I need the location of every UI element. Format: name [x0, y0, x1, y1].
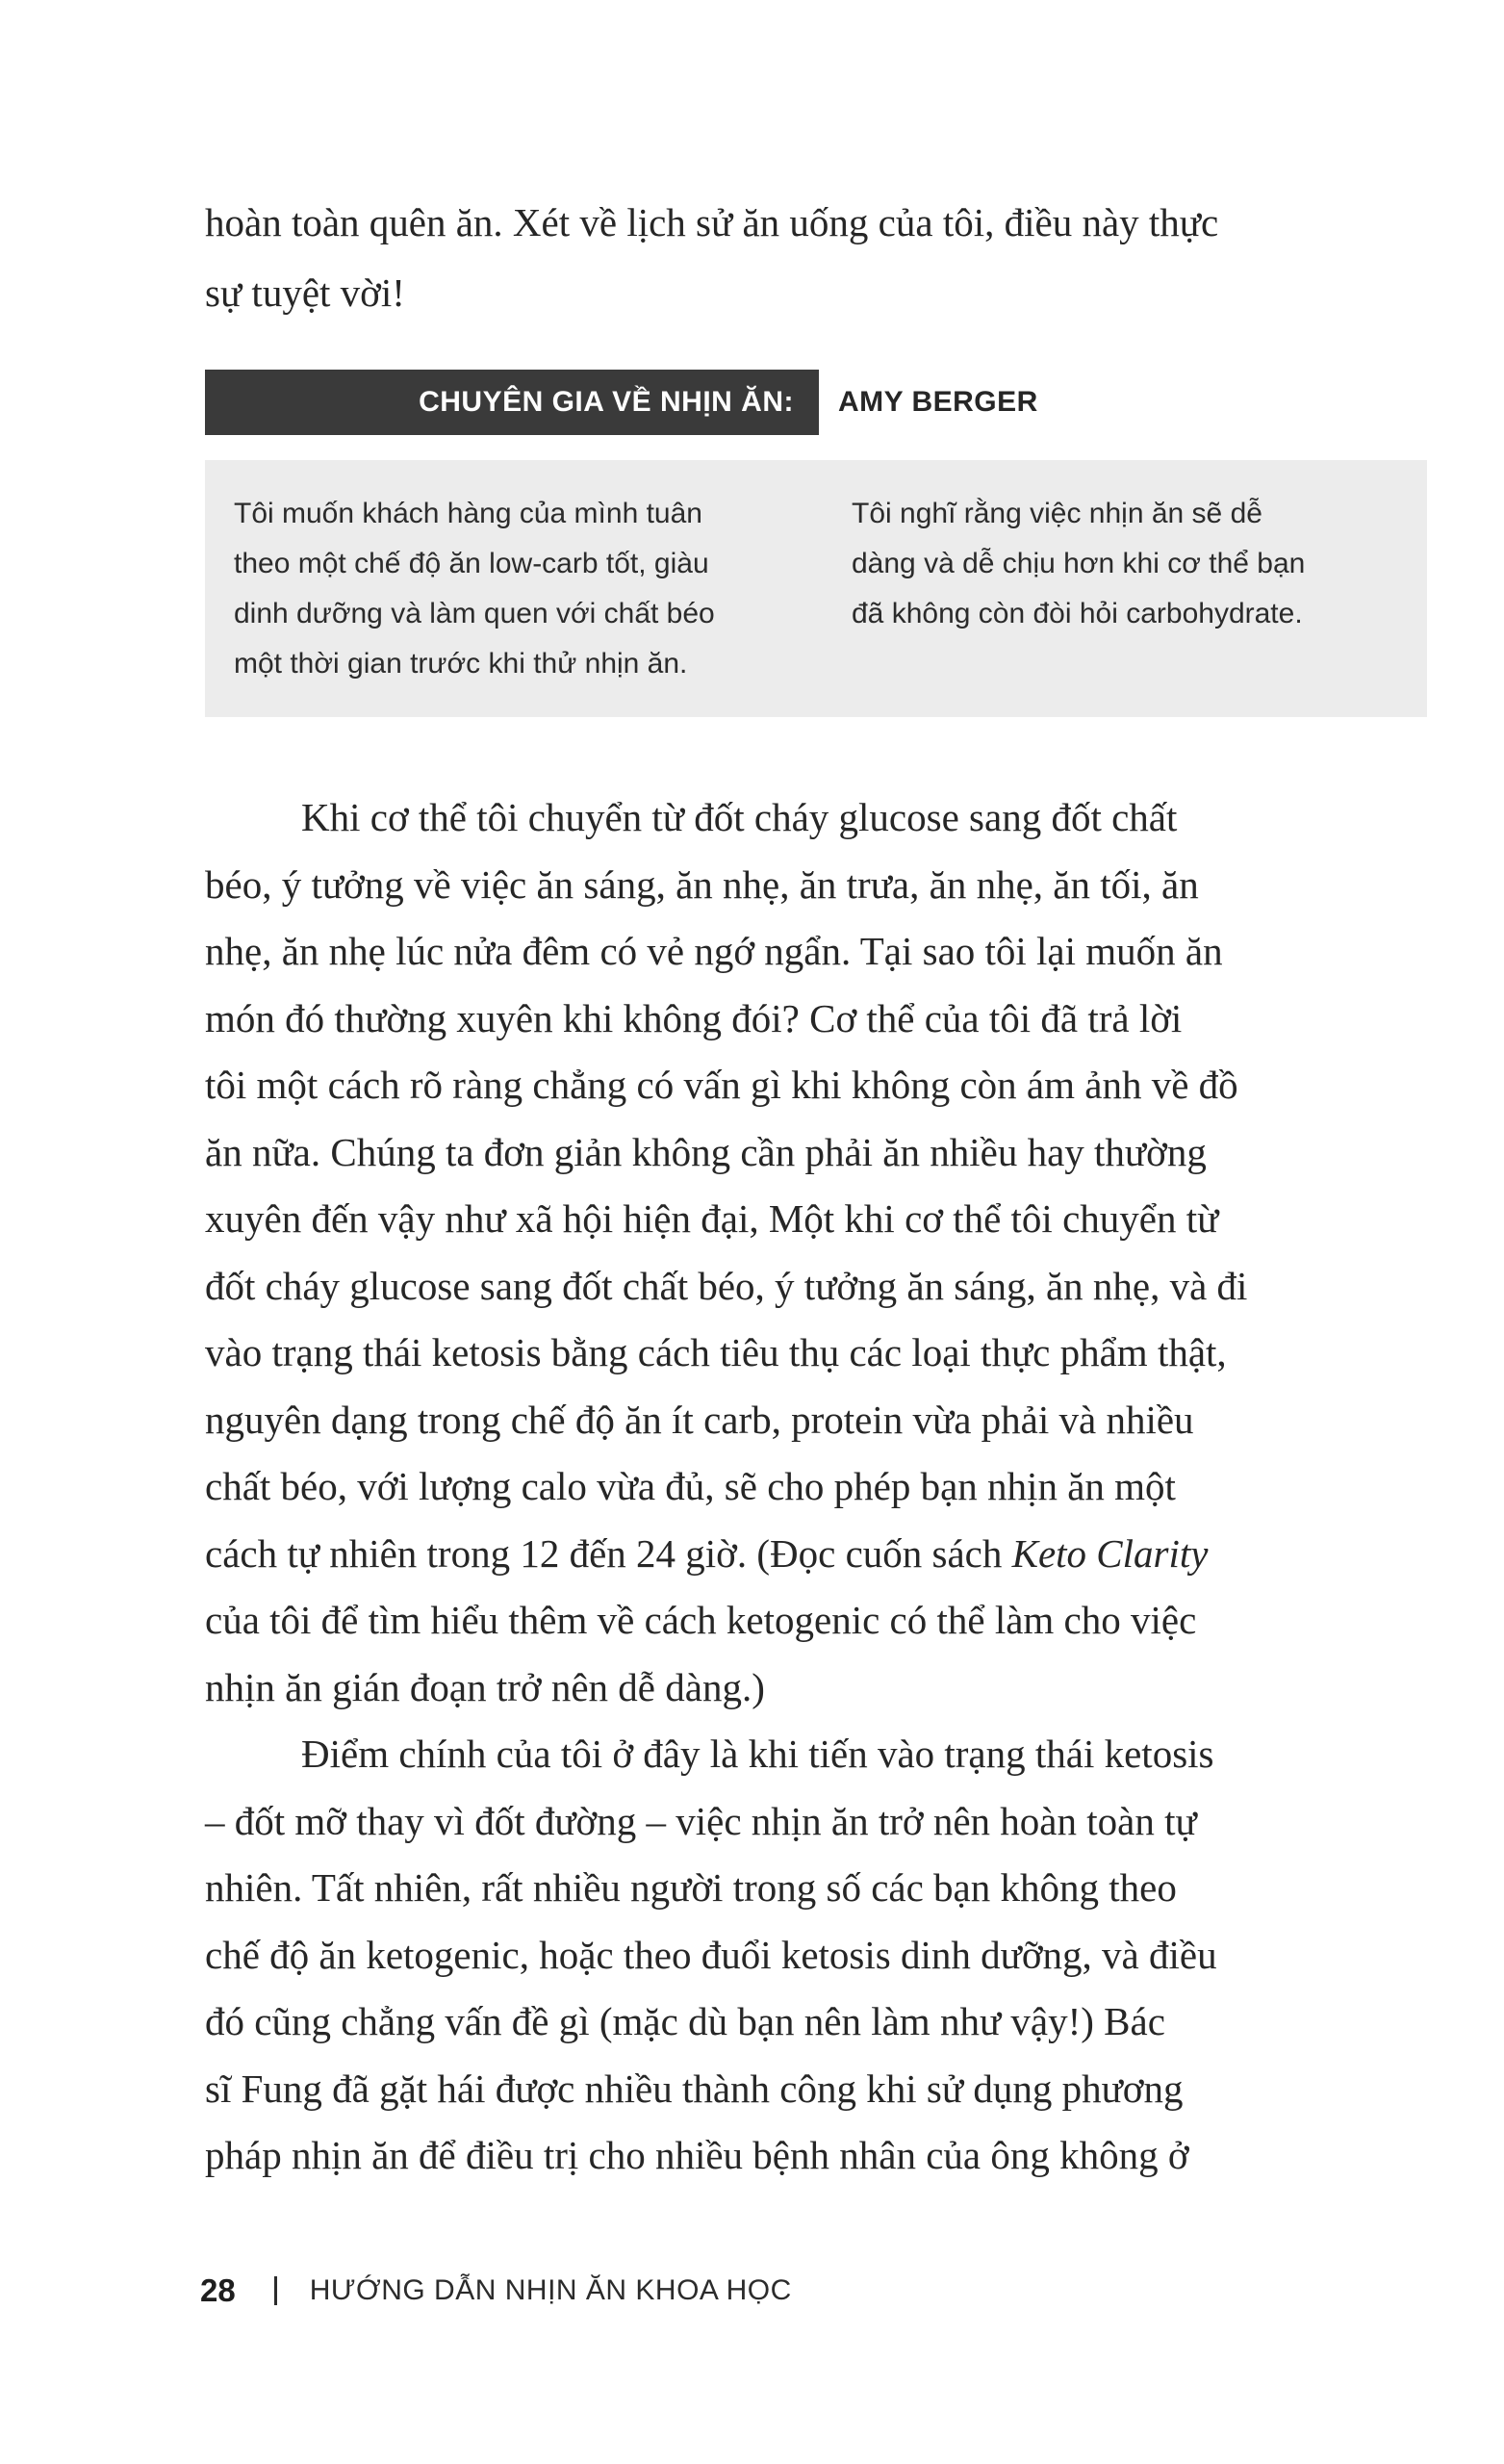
lead-paragraph: [205, 188, 1408, 328]
text-segment: cách tự nhiên trong 12 đến 24 giờ. (Đọc cuốn sách: [205, 1530, 1012, 1576]
text-line: đốt cháy glucose sang đốt chất béo, ý tưởng ăn sáng, ăn nhẹ, và đi: [205, 1263, 1248, 1308]
running-title: HƯỚNG DẪN NHỊN ĂN KHOA HỌC: [309, 2274, 792, 2307]
expert-header: [205, 370, 1427, 435]
text-line: béo, ý tưởng về việc ăn sáng, ăn nhẹ, ăn trưa, ăn nhẹ, ăn tối, ăn: [205, 861, 1199, 907]
expert-label: CHUYÊN GIA VỀ NHỊN ĂN:: [419, 386, 794, 418]
quote-line: dàng và dễ chịu hơn khi cơ thể bạn: [852, 548, 1306, 579]
text-line: pháp nhịn ăn để điều trị cho nhiều bệnh nhân của ông không ở: [205, 2133, 1189, 2177]
text-line: món đó thường xuyên khi không đói? Cơ thể của tôi đã trả lời: [205, 995, 1183, 1040]
text-line: sĩ Fung đã gặt hái được nhiều thành công khi sử dụng phương: [205, 2066, 1184, 2111]
text-line: vào trạng thái ketosis bằng cách tiêu thụ các loại thực phẩm thật,: [205, 1330, 1227, 1374]
paragraph-2: [205, 1721, 1408, 2190]
quote-line: Tôi nghĩ rằng việc nhịn ăn sẽ dễ: [852, 498, 1262, 529]
text-line: chế độ ăn ketogenic, hoặc theo đuổi ketosis dinh dưỡng, và điều: [205, 1932, 1217, 1977]
text-line: sự tuyệt vời!: [205, 270, 405, 315]
text-line: nhẹ, ăn nhẹ lúc nửa đêm có vẻ ngớ ngẩn. Tại sao tôi lại muốn ăn: [205, 929, 1223, 973]
text-line: nguyên dạng trong chế độ ăn ít carb, protein vừa phải và nhiều: [205, 1397, 1194, 1442]
footer-divider: [274, 2276, 277, 2305]
body-text: [205, 784, 1408, 2190]
expert-label-bar: [205, 370, 819, 435]
text-line: ăn nữa. Chúng ta đơn giản không cần phải ăn nhiều hay thường: [205, 1129, 1207, 1174]
expert-quote-box: [205, 460, 1427, 717]
text-line: [205, 1521, 1408, 1588]
quote-right-column: [852, 489, 1419, 639]
text-line: – đốt mỡ thay vì đốt đường – việc nhịn ăn trở nên hoàn toàn tự: [205, 1798, 1197, 1843]
text-line: chất béo, với lượng calo vừa đủ, sẽ cho phép bạn nhịn ăn một: [205, 1464, 1176, 1508]
text-line: xuyên đến vậy như xã hội hiện đại, Một khi cơ thể tôi chuyển từ: [205, 1196, 1219, 1241]
text-line: Điểm chính của tôi ở đây là khi tiến vào trạng thái ketosis: [301, 1732, 1214, 1776]
quote-line: đã không còn đòi hỏi carbohydrate.: [852, 598, 1303, 629]
page-number: 28: [200, 2272, 236, 2309]
quote-line: theo một chế độ ăn low-carb tốt, giàu: [234, 548, 709, 579]
quote-line: dinh dưỡng và làm quen với chất béo: [234, 598, 715, 629]
text-line: Khi cơ thể tôi chuyển từ đốt cháy glucose sang đốt chất: [301, 795, 1178, 839]
quote-line: Tôi muốn khách hàng của mình tuân: [234, 498, 702, 529]
text-line: đó cũng chẳng vấn đề gì (mặc dù bạn nên làm như vậy!) Bác: [205, 1999, 1165, 2043]
quote-line: một thời gian trước khi thử nhịn ăn.: [234, 648, 688, 680]
text-line: tôi một cách rõ ràng chẳng có vấn gì khi không còn ám ảnh về đồ: [205, 1063, 1238, 1107]
quote-left-column: [234, 489, 811, 689]
text-line: nhiên. Tất nhiên, rất nhiều người trong số các bạn không theo: [205, 1865, 1177, 1910]
paragraph-1: [205, 784, 1408, 1721]
text-line: nhịn ăn gián đoạn trở nên dễ dàng.): [205, 1664, 765, 1709]
page-footer: [200, 2267, 792, 2315]
text-line: của tôi để tìm hiểu thêm về cách ketogenic có thể làm cho việc: [205, 1598, 1197, 1642]
text-line: hoàn toàn quên ăn. Xét về lịch sử ăn uống của tôi, điều này thực: [205, 200, 1219, 244]
expert-name: AMY BERGER: [838, 386, 1038, 418]
book-title-italic: Keto Clarity: [1011, 1530, 1209, 1576]
